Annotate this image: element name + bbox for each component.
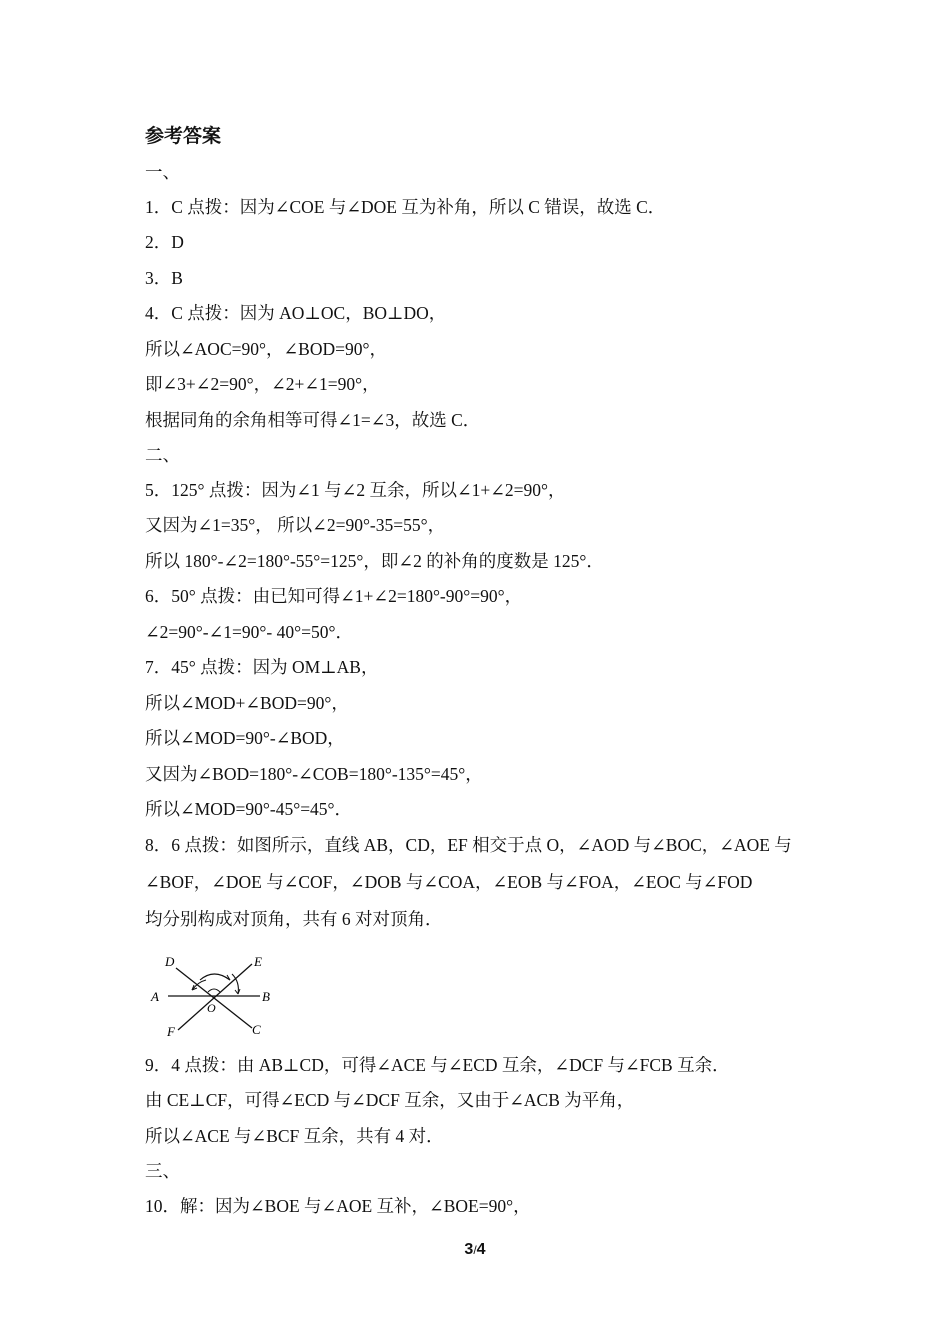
answer-3: 3．B — [145, 268, 183, 288]
answer-4-line-1: 4．C 点拨：因为 AO⊥OC，BO⊥DO， — [145, 303, 447, 323]
answer-8-line-2: ∠BOF，∠DOE 与∠COF，∠DOB 与∠COA，∠EOB 与∠FOA，∠EOC 与∠FOD — [145, 872, 753, 892]
label-d: D — [165, 954, 175, 969]
section-heading-1: 一、 — [145, 162, 180, 182]
answer-9-line-3: 所以∠ACE 与∠BCF 互余，共有 4 对． — [145, 1126, 444, 1146]
answer-9-line-1: 9．4 点拨：由 AB⊥CD，可得∠ACE 与∠ECD 互余，∠DCF 与∠FCB 互余． — [145, 1055, 730, 1075]
answer-8-line-3: 均分别构成对顶角，共有 6 对对顶角． — [145, 909, 443, 929]
page-number — [0, 1238, 950, 1262]
answer-title: 参考答案 — [145, 126, 222, 147]
page-current: 3 — [464, 1241, 474, 1258]
answer-4-line-4: 根据同角的余角相等可得∠1=∠3，故选 C． — [145, 410, 481, 430]
label-f: F — [167, 1024, 175, 1039]
section-heading-2: 二、 — [145, 445, 180, 465]
intersecting-lines-figure — [148, 950, 278, 1040]
label-c: C — [252, 1022, 261, 1037]
answer-5-line-1: 5．125° 点拨：因为∠1 与∠2 互余，所以∠1+∠2=90°， — [145, 480, 566, 500]
label-a: A — [151, 989, 159, 1004]
label-e: E — [254, 954, 262, 969]
answer-4-line-2: 所以∠AOC=90°，∠BOD=90°， — [145, 339, 387, 359]
answer-7-line-1: 7．45° 点拨：因为 OM⊥AB， — [145, 657, 379, 677]
angle-arc-small — [208, 989, 220, 992]
answer-5-line-2: 又因为∠1=35°， 所以∠2=90°-35=55°， — [145, 515, 446, 535]
answer-10-line-1: 10．解：因为∠BOE 与∠AOE 互补，∠BOE=90°， — [145, 1196, 531, 1216]
label-b: B — [262, 989, 270, 1004]
answer-8-line-1: 8．6 点拨：如图所示，直线 AB，CD，EF 相交于点 O，∠AOD 与∠BOC，∠AOE 与 — [145, 835, 792, 855]
answer-9-line-2: 由 CE⊥CF，可得∠ECD 与∠DCF 互余，又由于∠ACB 为平角， — [145, 1090, 635, 1110]
answer-1: 1．C 点拨：因为∠COE 与∠DOE 互为补角，所以 C 错误，故选 C． — [145, 197, 666, 217]
page-total: 4 — [476, 1241, 486, 1258]
answer-6-line-2: ∠2=90°-∠1=90°- 40°=50°． — [145, 622, 353, 642]
answer-2: 2．D — [145, 232, 184, 252]
answer-7-line-5: 所以∠MOD=90°-45°=45°． — [145, 799, 353, 819]
page-separator: / — [473, 1243, 477, 1257]
answer-7-line-2: 所以∠MOD+∠BOD=90°， — [145, 693, 349, 713]
section-heading-3: 三、 — [145, 1161, 180, 1181]
label-o: O — [207, 1001, 216, 1015]
answer-6-line-1: 6．50° 点拨：由已知可得∠1+∠2=180°-90°=90°， — [145, 586, 523, 606]
answer-7-line-3: 所以∠MOD=90°-∠BOD， — [145, 728, 345, 748]
answer-7-line-4: 又因为∠BOD=180°-∠COB=180°-135°=45°， — [145, 764, 483, 784]
answer-5-line-3: 所以 180°-∠2=180°-55°=125°，即∠2 的补角的度数是 125°． — [145, 551, 604, 571]
arrowhead-2 — [235, 989, 240, 994]
answer-4-line-3: 即∠3+∠2=90°，∠2+∠1=90°， — [145, 374, 380, 394]
arrowhead-1 — [225, 975, 230, 980]
